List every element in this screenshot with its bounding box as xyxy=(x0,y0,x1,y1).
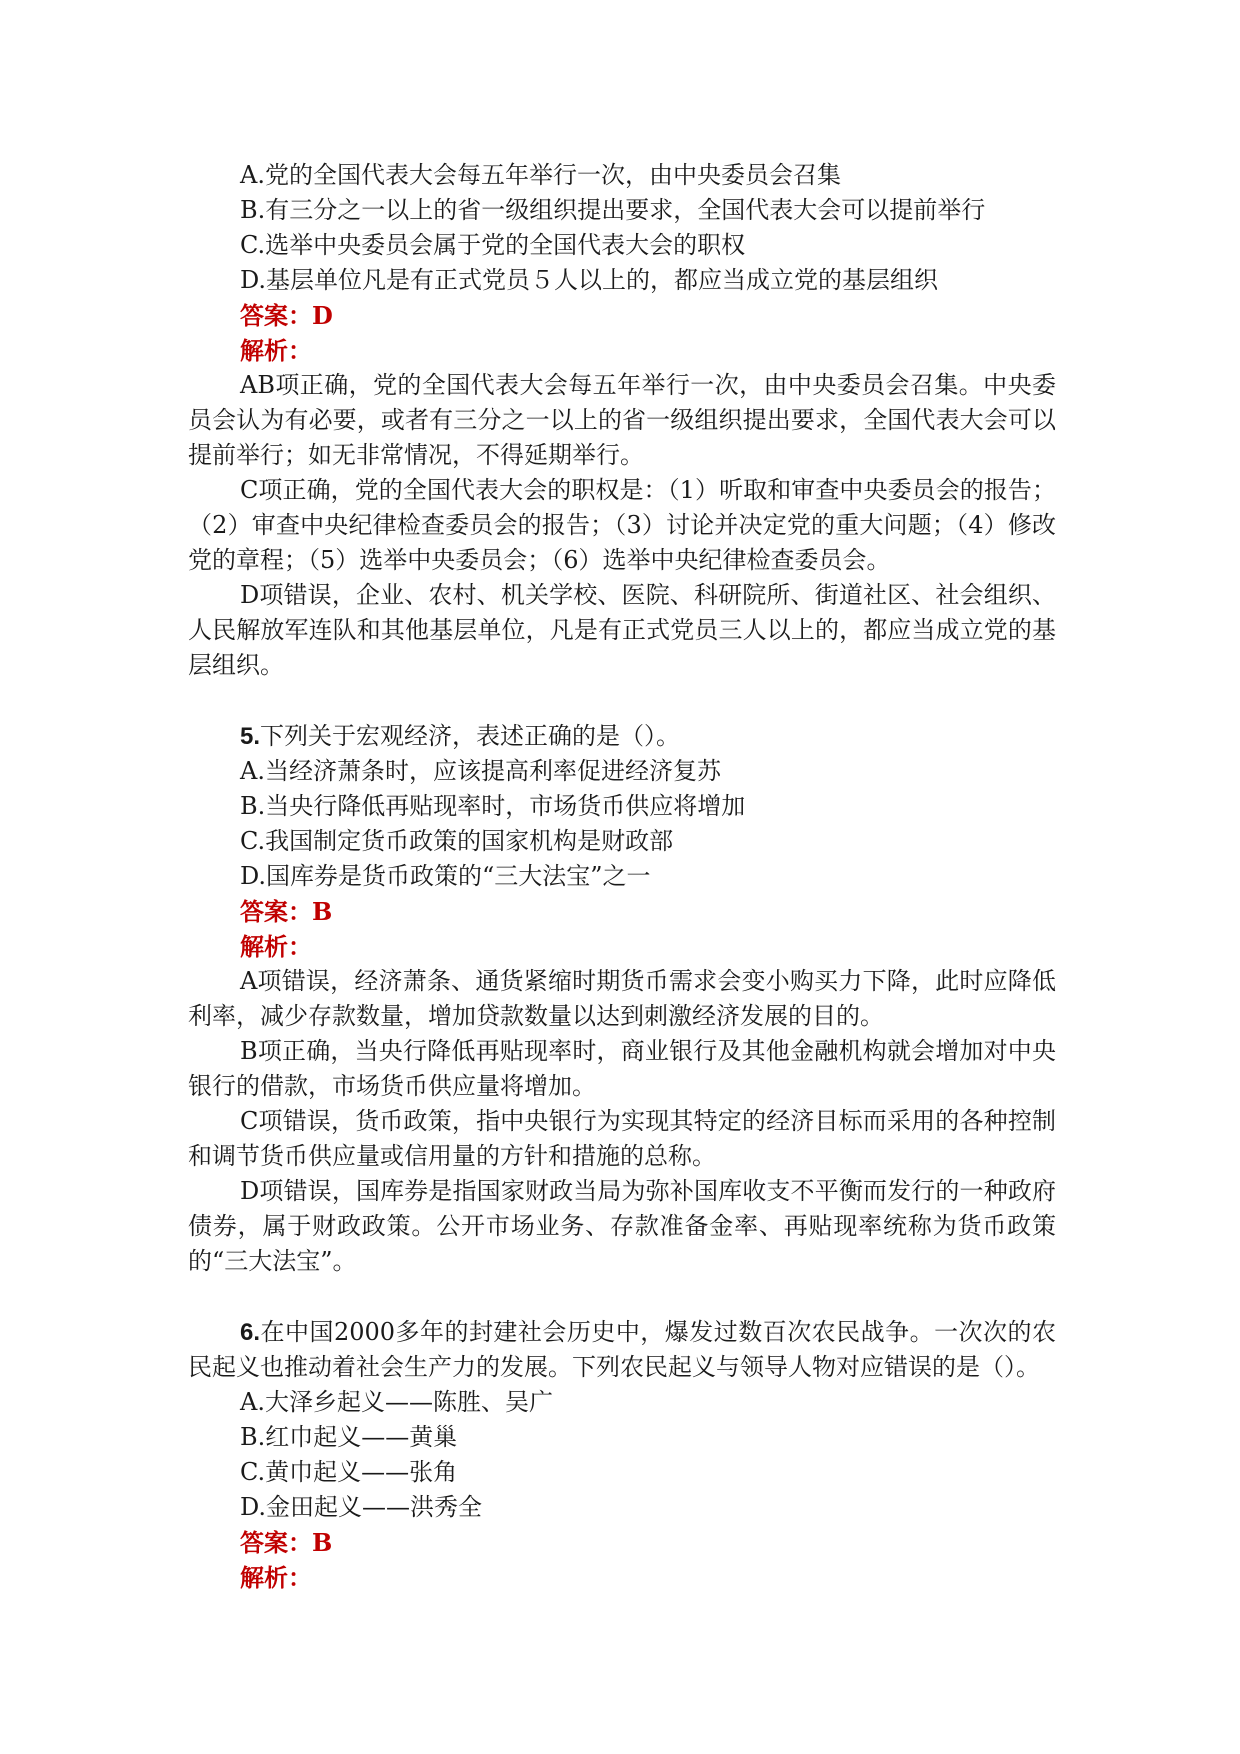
option-c: C.我国制定货币政策的国家机构是财政部 xyxy=(240,827,674,855)
analysis-paragraph: D项错误，国库券是指国家财政当局为弥补国库收支不平衡而发行的一种政府债券，属于财政政策。公开市场业务、存款准备金率、再贴现率统称为货币政策的“三大法宝”。 xyxy=(188,1177,1056,1275)
analysis-paragraph: AB项正确，党的全国代表大会每五年举行一次，由中央委员会召集。中央委员会认为有必要，或者有三分之一以上的省一级组织提出要求，全国代表大会可以提前举行；如无非常情况，不得延期举行。 xyxy=(188,371,1056,469)
question-stem xyxy=(188,1315,1056,1385)
option-a: A.大泽乡起义——陈胜、吴广 xyxy=(240,1388,553,1416)
question-number: 6. xyxy=(240,1319,261,1346)
analysis-paragraph: B项正确，当央行降低再贴现率时，商业银行及其他金融机构就会增加对中央银行的借款，市场货币供应量将增加。 xyxy=(188,1037,1056,1100)
question-number: 5. xyxy=(240,723,261,750)
option-a: A.当经济萧条时，应该提高利率促进经济复苏 xyxy=(240,757,721,785)
question-6 xyxy=(188,1315,1056,1595)
answer: 答案：B xyxy=(240,1528,333,1557)
question-text: 在中国2000多年的封建社会历史中，爆发过数百次农民战争。一次次的农民起义也推动着社会生产力的发展。下列农民起义与领导人物对应错误的是（）。 xyxy=(188,1318,1056,1381)
option-d: D.国库券是货币政策的“三大法宝”之一 xyxy=(240,862,651,890)
question-5 xyxy=(188,719,1056,1279)
option-b: B.红巾起义——黄巢 xyxy=(240,1423,458,1451)
analysis-paragraph: C项正确，党的全国代表大会的职权是：（1）听取和审查中央委员会的报告；（2）审查中央纪律检查委员会的报告；（3）讨论并决定党的重大问题；（4）修改党的章程；（5）选举中央委员会；（6）选举中央纪律检查委员会。 xyxy=(188,476,1056,574)
option-d: D.金田起义——洪秀全 xyxy=(240,1493,483,1521)
analysis-paragraph: C项错误，货币政策，指中央银行为实现其特定的经济目标而采用的各种控制和调节货币供应量或信用量的方针和措施的总称。 xyxy=(188,1107,1056,1170)
question-text: 下列关于宏观经济，表述正确的是（）。 xyxy=(260,722,681,750)
answer: 答案：D xyxy=(240,301,333,330)
question-4 xyxy=(188,158,1056,683)
question-stem xyxy=(188,719,1056,754)
option-d: D.基层单位凡是有正式党员５人以上的，都应当成立党的基层组织 xyxy=(240,266,939,294)
question-gap xyxy=(188,683,1056,719)
analysis-label: 解析： xyxy=(240,1563,312,1592)
option-c: C.黄巾起义——张角 xyxy=(240,1458,458,1486)
question-gap xyxy=(188,1279,1056,1315)
option-c: C.选举中央委员会属于党的全国代表大会的职权 xyxy=(240,231,746,259)
option-a: A.党的全国代表大会每五年举行一次，由中央委员会召集 xyxy=(240,161,841,189)
analysis-label: 解析： xyxy=(240,932,312,961)
analysis-label: 解析： xyxy=(240,336,312,365)
document-page xyxy=(188,158,1056,1595)
option-b: B.有三分之一以上的省一级组织提出要求，全国代表大会可以提前举行 xyxy=(240,196,986,224)
answer: 答案：B xyxy=(240,897,333,926)
option-b: B.当央行降低再贴现率时，市场货币供应将增加 xyxy=(240,792,746,820)
analysis-paragraph: D项错误，企业、农村、机关学校、医院、科研院所、街道社区、社会组织、人民解放军连队和其他基层单位，凡是有正式党员三人以上的，都应当成立党的基层组织。 xyxy=(188,581,1056,679)
analysis-paragraph: A项错误，经济萧条、通货紧缩时期货币需求会变小购买力下降，此时应降低利率，减少存款数量，增加贷款数量以达到刺激经济发展的目的。 xyxy=(188,967,1056,1030)
